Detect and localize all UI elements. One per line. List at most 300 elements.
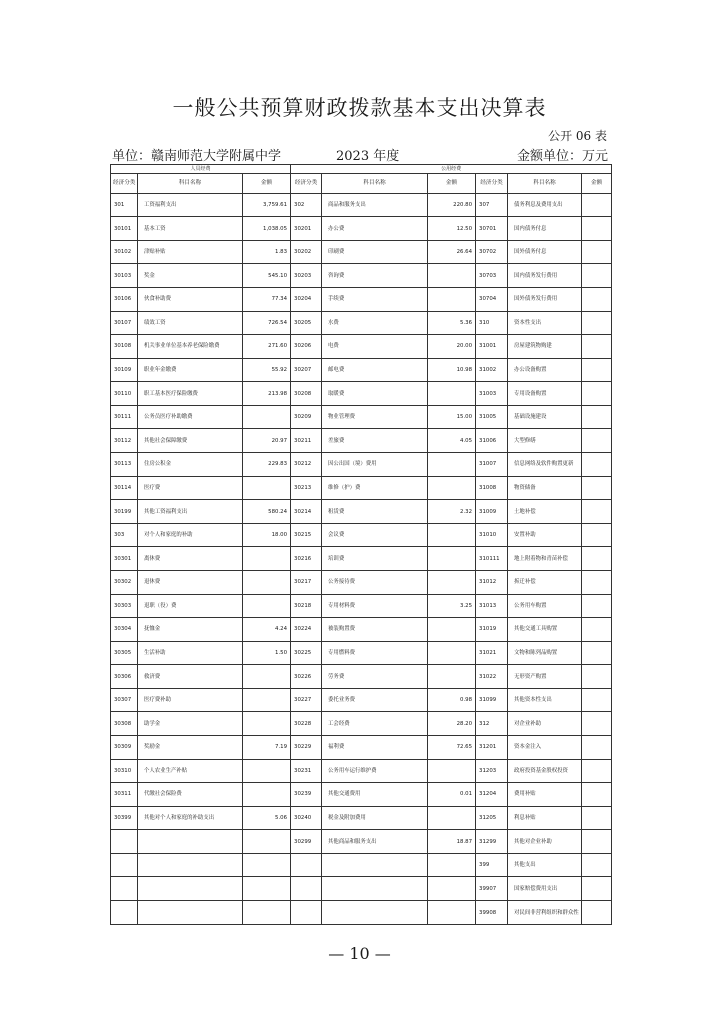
cell-amount <box>243 547 291 571</box>
cell-name: 印刷费 <box>322 240 428 264</box>
cell-amount <box>243 405 291 429</box>
table-row <box>111 311 612 335</box>
cell-name: 债务利息及费用支出 <box>508 193 582 217</box>
cell-name: 国外债务发行费用 <box>508 288 582 312</box>
cell-code: 31022 <box>476 665 508 689</box>
cell-code: 30114 <box>111 476 138 500</box>
cell-amount <box>582 783 612 807</box>
cell-code: 31003 <box>476 382 508 406</box>
cell-name: 国内债务发行费用 <box>508 264 582 288</box>
table-row <box>111 594 612 618</box>
cell-amount <box>582 547 612 571</box>
cell-code: 30309 <box>111 736 138 760</box>
cell-code: 30111 <box>111 405 138 429</box>
cell-amount <box>428 877 476 901</box>
cell-name: 租赁费 <box>322 500 428 524</box>
table-row <box>111 405 612 429</box>
cell-amount <box>582 264 612 288</box>
cell-amount <box>582 193 612 217</box>
cell-amount: 220.80 <box>428 193 476 217</box>
cell-amount <box>582 712 612 736</box>
section-personnel: 人员经费 <box>111 165 291 174</box>
cell-amount <box>582 853 612 877</box>
cell-amount <box>428 759 476 783</box>
cell-amount <box>582 288 612 312</box>
cell-code <box>111 901 138 925</box>
cell-code: 31013 <box>476 594 508 618</box>
cell-amount <box>582 641 612 665</box>
cell-code: 30702 <box>476 240 508 264</box>
cell-amount <box>243 594 291 618</box>
cell-amount <box>428 641 476 665</box>
cell-code: 31204 <box>476 783 508 807</box>
cell-name: 绩效工资 <box>138 311 243 335</box>
cell-name: 基本工资 <box>138 217 243 241</box>
table-row <box>111 335 612 359</box>
table-row <box>111 288 612 312</box>
cell-amount: 3.25 <box>428 594 476 618</box>
cell-amount <box>243 570 291 594</box>
cell-code <box>111 853 138 877</box>
cell-amount <box>428 570 476 594</box>
cell-amount <box>428 547 476 571</box>
table-row <box>111 877 612 901</box>
table-row <box>111 382 612 406</box>
cell-code: 30206 <box>291 335 322 359</box>
col-header-amount: 金额 <box>582 174 612 193</box>
table-row <box>111 759 612 783</box>
cell-code: 301 <box>111 193 138 217</box>
cell-amount: 77.34 <box>243 288 291 312</box>
col-header-amount: 金额 <box>428 174 476 193</box>
table-row <box>111 806 612 830</box>
cell-amount: 726.54 <box>243 311 291 335</box>
cell-code: 30109 <box>111 358 138 382</box>
cell-code: 30107 <box>111 311 138 335</box>
cell-amount <box>582 901 612 925</box>
table-row <box>111 853 612 877</box>
table-row <box>111 429 612 453</box>
cell-name: 其他工资福利支出 <box>138 500 243 524</box>
table-row <box>111 618 612 642</box>
cell-amount <box>243 759 291 783</box>
cell-name: 医疗费补助 <box>138 688 243 712</box>
cell-code: 30207 <box>291 358 322 382</box>
cell-name: 生活补助 <box>138 641 243 665</box>
cell-code: 31009 <box>476 500 508 524</box>
table-row <box>111 570 612 594</box>
cell-code: 30108 <box>111 335 138 359</box>
cell-name: 工资福利支出 <box>138 193 243 217</box>
cell-amount: 1.83 <box>243 240 291 264</box>
cell-code: 30211 <box>291 429 322 453</box>
cell-code: 30218 <box>291 594 322 618</box>
cell-code: 31010 <box>476 523 508 547</box>
table-row <box>111 453 612 477</box>
cell-amount: 1.50 <box>243 641 291 665</box>
cell-name: 其他支出 <box>508 853 582 877</box>
cell-name: 办公设备购置 <box>508 358 582 382</box>
cell-amount <box>582 217 612 241</box>
cell-name: 文物和陈列品购置 <box>508 641 582 665</box>
cell-name: 公务用车购置 <box>508 594 582 618</box>
cell-name: 对个人和家庭的补助 <box>138 523 243 547</box>
cell-amount <box>243 712 291 736</box>
cell-code: 31099 <box>476 688 508 712</box>
cell-code: 30213 <box>291 476 322 500</box>
cell-name: 物资储备 <box>508 476 582 500</box>
cell-amount: 5.36 <box>428 311 476 335</box>
cell-name: 无形资产购置 <box>508 665 582 689</box>
cell-code: 30202 <box>291 240 322 264</box>
cell-amount: 580.24 <box>243 500 291 524</box>
cell-code: 39907 <box>476 877 508 901</box>
cell-code: 30299 <box>291 830 322 854</box>
cell-name: 公务用车运行维护费 <box>322 759 428 783</box>
table-row <box>111 665 612 689</box>
cell-code: 30310 <box>111 759 138 783</box>
cell-amount <box>582 405 612 429</box>
cell-code: 310 <box>476 311 508 335</box>
cell-amount <box>428 288 476 312</box>
cell-name: 土地补偿 <box>508 500 582 524</box>
cell-code: 30308 <box>111 712 138 736</box>
cell-amount <box>582 429 612 453</box>
cell-code: 31021 <box>476 641 508 665</box>
cell-amount <box>582 500 612 524</box>
cell-name: 办公费 <box>322 217 428 241</box>
cell-code: 30110 <box>111 382 138 406</box>
cell-name: 抚恤金 <box>138 618 243 642</box>
cell-code: 30214 <box>291 500 322 524</box>
cell-code: 30217 <box>291 570 322 594</box>
cell-code: 312 <box>476 712 508 736</box>
cell-code <box>111 830 138 854</box>
cell-amount <box>582 453 612 477</box>
cell-code <box>291 901 322 925</box>
cell-name: 代缴社会保险费 <box>138 783 243 807</box>
cell-code: 31205 <box>476 806 508 830</box>
cell-name: 利息补贴 <box>508 806 582 830</box>
cell-amount <box>243 688 291 712</box>
page-number: — 10 — <box>328 944 391 963</box>
cell-code: 30204 <box>291 288 322 312</box>
cell-amount: 1,038.05 <box>243 217 291 241</box>
cell-name: 其他对个人和家庭的补助支出 <box>138 806 243 830</box>
cell-name: 专用燃料费 <box>322 641 428 665</box>
cell-amount: 545.10 <box>243 264 291 288</box>
cell-amount <box>582 382 612 406</box>
cell-code: 30208 <box>291 382 322 406</box>
cell-amount <box>582 618 612 642</box>
cell-code: 399 <box>476 853 508 877</box>
cell-name: 救济费 <box>138 665 243 689</box>
cell-name: 专用设备购置 <box>508 382 582 406</box>
cell-amount <box>243 665 291 689</box>
cell-code: 30306 <box>111 665 138 689</box>
table-row <box>111 240 612 264</box>
cell-name: 电费 <box>322 335 428 359</box>
cell-name: 退职（役）费 <box>138 594 243 618</box>
cell-code: 30240 <box>291 806 322 830</box>
cell-amount: 271.60 <box>243 335 291 359</box>
cell-name: 职业年金缴费 <box>138 358 243 382</box>
cell-amount <box>582 358 612 382</box>
cell-code: 30205 <box>291 311 322 335</box>
cell-code: 30215 <box>291 523 322 547</box>
table-row <box>111 901 612 925</box>
cell-amount <box>582 240 612 264</box>
cell-name: 公务员医疗补助缴费 <box>138 405 243 429</box>
cell-code: 303 <box>111 523 138 547</box>
cell-code: 30224 <box>291 618 322 642</box>
cell-code: 30212 <box>291 453 322 477</box>
cell-name: 工会经费 <box>322 712 428 736</box>
cell-name: 福利费 <box>322 736 428 760</box>
cell-name: 会议费 <box>322 523 428 547</box>
cell-amount <box>243 853 291 877</box>
cell-name: 地上附着物和青苗补偿 <box>508 547 582 571</box>
cell-code: 30106 <box>111 288 138 312</box>
cell-code: 31299 <box>476 830 508 854</box>
cell-amount <box>582 476 612 500</box>
cell-code: 30112 <box>111 429 138 453</box>
cell-name: 安置补助 <box>508 523 582 547</box>
cell-name: 国家赔偿费用支出 <box>508 877 582 901</box>
cell-amount: 229.83 <box>243 453 291 477</box>
cell-amount <box>428 665 476 689</box>
cell-name: 政府投资基金股权投资 <box>508 759 582 783</box>
cell-code: 31008 <box>476 476 508 500</box>
year-label: 2023 年度 <box>336 149 400 164</box>
col-header-name: 科目名称 <box>508 174 582 193</box>
cell-code: 30103 <box>111 264 138 288</box>
cell-code: 30102 <box>111 240 138 264</box>
table-row <box>111 476 612 500</box>
cell-amount: 3,759.61 <box>243 193 291 217</box>
cell-amount <box>428 476 476 500</box>
cell-amount: 55.92 <box>243 358 291 382</box>
cell-name: 奖金 <box>138 264 243 288</box>
cell-name: 拆迁补偿 <box>508 570 582 594</box>
table-row <box>111 547 612 571</box>
cell-name: 对企业补助 <box>508 712 582 736</box>
cell-name: 津贴补贴 <box>138 240 243 264</box>
cell-code: 30201 <box>291 217 322 241</box>
cell-name: 其他资本性支出 <box>508 688 582 712</box>
cell-name: 国外债务付息 <box>508 240 582 264</box>
expenditure-table <box>110 164 612 925</box>
cell-name: 伙食补助费 <box>138 288 243 312</box>
cell-name <box>138 877 243 901</box>
cell-amount <box>428 453 476 477</box>
cell-name: 基础设施建设 <box>508 405 582 429</box>
table-row <box>111 641 612 665</box>
cell-code: 31006 <box>476 429 508 453</box>
meta-line <box>112 145 608 163</box>
cell-code: 30209 <box>291 405 322 429</box>
cell-amount: 20.97 <box>243 429 291 453</box>
cell-code: 30239 <box>291 783 322 807</box>
cell-name: 商品和服务支出 <box>322 193 428 217</box>
cell-amount: 2.32 <box>428 500 476 524</box>
cell-amount <box>582 311 612 335</box>
cell-code: 30307 <box>111 688 138 712</box>
cell-code: 31001 <box>476 335 508 359</box>
cell-amount: 5.06 <box>243 806 291 830</box>
cell-amount: 4.05 <box>428 429 476 453</box>
cell-name: 信息网络及软件购置更新 <box>508 453 582 477</box>
cell-code: 307 <box>476 193 508 217</box>
col-header-name: 科目名称 <box>138 174 243 193</box>
unit-label: 单位：赣南师范大学附属中学 <box>112 149 282 164</box>
header-row <box>111 174 612 193</box>
cell-code: 30311 <box>111 783 138 807</box>
cell-code: 30302 <box>111 570 138 594</box>
cell-name: 其他交通费用 <box>322 783 428 807</box>
cell-code: 310111 <box>476 547 508 571</box>
section-public: 公用经费 <box>291 165 612 174</box>
cell-code: 30203 <box>291 264 322 288</box>
cell-name: 离休费 <box>138 547 243 571</box>
cell-name: 奖励金 <box>138 736 243 760</box>
cell-code: 30301 <box>111 547 138 571</box>
cell-name <box>322 853 428 877</box>
cell-code <box>111 877 138 901</box>
cell-amount <box>428 264 476 288</box>
cell-amount <box>428 901 476 925</box>
cell-name: 邮电费 <box>322 358 428 382</box>
cell-code: 30227 <box>291 688 322 712</box>
cell-name: 专用材料费 <box>322 594 428 618</box>
cell-amount: 7.19 <box>243 736 291 760</box>
cell-amount: 12.50 <box>428 217 476 241</box>
cell-code: 302 <box>291 193 322 217</box>
doc-code: 公开 06 表 <box>548 129 607 143</box>
table-row <box>111 193 612 217</box>
cell-code: 30225 <box>291 641 322 665</box>
cell-amount <box>582 523 612 547</box>
table-row <box>111 783 612 807</box>
cell-name: 其他对企业补助 <box>508 830 582 854</box>
cell-name: 物业管理费 <box>322 405 428 429</box>
cell-name: 委托业务费 <box>322 688 428 712</box>
money-unit-label: 金额单位：万元 <box>516 149 608 164</box>
cell-code: 30113 <box>111 453 138 477</box>
cell-name: 其他商品和服务支出 <box>322 830 428 854</box>
cell-code: 31019 <box>476 618 508 642</box>
cell-name: 对民间非营利组织和群众性 <box>508 901 582 925</box>
cell-code: 30226 <box>291 665 322 689</box>
cell-amount <box>428 382 476 406</box>
col-header-code: 经济分类 <box>111 174 138 193</box>
cell-name: 机关事业单位基本养老保险缴费 <box>138 335 243 359</box>
cell-code: 31012 <box>476 570 508 594</box>
cell-amount: 10.98 <box>428 358 476 382</box>
cell-amount <box>582 594 612 618</box>
cell-name <box>322 877 428 901</box>
cell-amount <box>582 570 612 594</box>
cell-amount: 26.64 <box>428 240 476 264</box>
cell-amount: 72.65 <box>428 736 476 760</box>
cell-name: 取暖费 <box>322 382 428 406</box>
cell-code: 30101 <box>111 217 138 241</box>
cell-name: 资本性支出 <box>508 311 582 335</box>
cell-code: 31203 <box>476 759 508 783</box>
cell-name: 费用补贴 <box>508 783 582 807</box>
cell-amount: 28.20 <box>428 712 476 736</box>
page-title: 一般公共预算财政拨款基本支出决算表 <box>172 96 547 120</box>
cell-code <box>291 853 322 877</box>
cell-name: 劳务费 <box>322 665 428 689</box>
cell-code: 31201 <box>476 736 508 760</box>
cell-amount <box>428 523 476 547</box>
col-header-name: 科目名称 <box>322 174 428 193</box>
cell-amount <box>582 830 612 854</box>
cell-amount: 213.98 <box>243 382 291 406</box>
cell-name <box>138 853 243 877</box>
cell-code: 30703 <box>476 264 508 288</box>
table-row <box>111 712 612 736</box>
cell-name: 资本金注入 <box>508 736 582 760</box>
cell-amount <box>243 783 291 807</box>
cell-amount: 4.24 <box>243 618 291 642</box>
cell-amount <box>582 806 612 830</box>
cell-code: 31007 <box>476 453 508 477</box>
cell-amount <box>428 806 476 830</box>
cell-code: 30231 <box>291 759 322 783</box>
table-row <box>111 688 612 712</box>
cell-name: 大型修缮 <box>508 429 582 453</box>
cell-code: 39908 <box>476 901 508 925</box>
cell-name <box>138 901 243 925</box>
cell-amount <box>582 736 612 760</box>
cell-amount <box>243 877 291 901</box>
cell-name: 个人农业生产补贴 <box>138 759 243 783</box>
cell-amount <box>582 759 612 783</box>
cell-code: 30701 <box>476 217 508 241</box>
cell-code: 30399 <box>111 806 138 830</box>
cell-code: 30228 <box>291 712 322 736</box>
cell-name: 维修（护）费 <box>322 476 428 500</box>
cell-name: 因公出国（境）费用 <box>322 453 428 477</box>
cell-name: 公务接待费 <box>322 570 428 594</box>
cell-amount <box>243 476 291 500</box>
cell-amount: 18.87 <box>428 830 476 854</box>
cell-code <box>291 877 322 901</box>
cell-name: 差旅费 <box>322 429 428 453</box>
cell-code: 31005 <box>476 405 508 429</box>
cell-name: 房屋建筑物购建 <box>508 335 582 359</box>
cell-amount <box>243 901 291 925</box>
cell-amount: 18.00 <box>243 523 291 547</box>
table-body <box>111 165 612 925</box>
table-row <box>111 358 612 382</box>
cell-name: 其他交通工具购置 <box>508 618 582 642</box>
cell-name: 住房公积金 <box>138 453 243 477</box>
cell-name: 培训费 <box>322 547 428 571</box>
cell-name: 其他社会保障缴费 <box>138 429 243 453</box>
col-header-code: 经济分类 <box>291 174 322 193</box>
cell-amount <box>582 688 612 712</box>
cell-name: 被装购置费 <box>322 618 428 642</box>
cell-code: 31002 <box>476 358 508 382</box>
cell-amount <box>582 877 612 901</box>
cell-amount <box>582 335 612 359</box>
cell-name: 国内债务付息 <box>508 217 582 241</box>
cell-code: 30199 <box>111 500 138 524</box>
col-header-amount: 金额 <box>243 174 291 193</box>
